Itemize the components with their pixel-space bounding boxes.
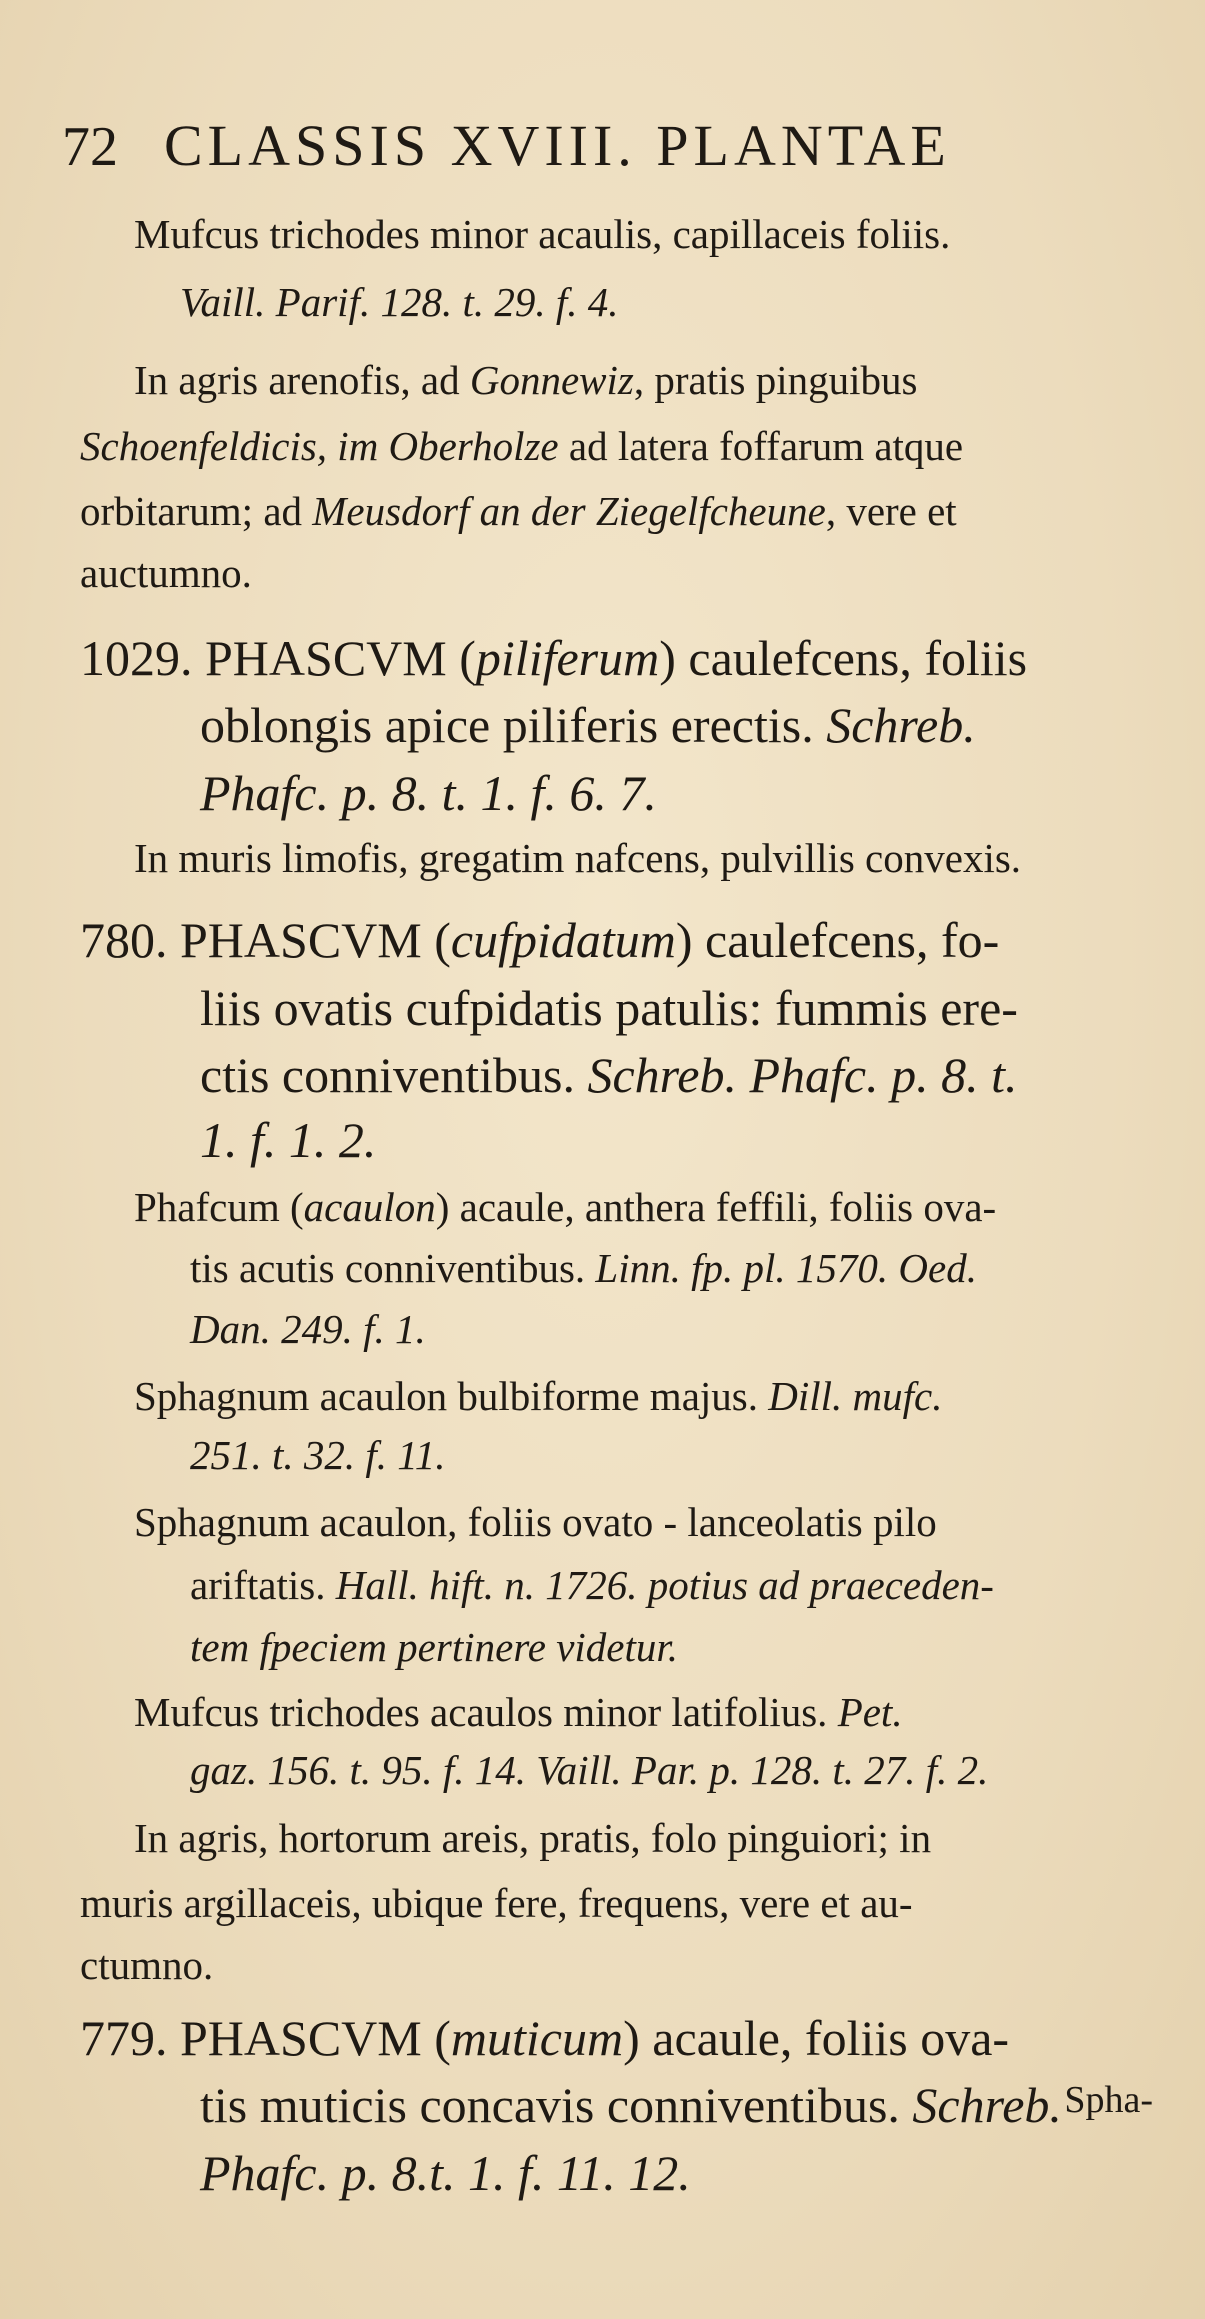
text-line: [180, 279, 619, 325]
text-segment: PHASCVM (: [180, 912, 451, 968]
text-line: [80, 2010, 1010, 2066]
text-line: [134, 1184, 997, 1230]
text-line: [200, 697, 976, 753]
text-line: [80, 912, 1000, 968]
text-line: [134, 1815, 932, 1861]
text-segment: ) caulefcens, fo-: [675, 912, 1000, 968]
italic-text: Meusdorf an der Ziegelfcheune: [312, 488, 826, 534]
header-title: CLASSIS XVIII. PLANTAE: [164, 113, 951, 178]
italic-text: cufpidatum: [450, 912, 676, 968]
text-line: [134, 1689, 903, 1735]
text-line: [200, 2077, 1062, 2133]
text-line: [80, 1942, 214, 1988]
text-segment: ad latera foffarum atque: [558, 423, 964, 469]
text-line: [80, 423, 964, 469]
italic-text: Dill. mufc.: [768, 1373, 943, 1419]
entry-number: 779.: [80, 2010, 180, 2066]
italic-text: tem fpeciem pertinere videtur.: [190, 1624, 679, 1670]
italic-text: 1. f. 1. 2.: [200, 1112, 377, 1168]
italic-text: piliferum: [475, 630, 660, 686]
italic-text: Dan. 249. f. 1.: [190, 1306, 426, 1352]
text-segment: liis ovatis cufpidatis patulis: fummis ere-: [200, 980, 1018, 1036]
text-line: [80, 550, 252, 596]
catchword: Spha-: [1064, 2079, 1153, 2121]
text-line: [80, 1880, 913, 1926]
text-line: [190, 1432, 446, 1478]
italic-text: Schreb.: [912, 2077, 1062, 2133]
italic-text: Gonnewiz: [469, 357, 634, 403]
italic-text: gaz. 156. t. 95. f. 14. Vaill. Par. p. 128. t. 27. f. 2.: [190, 1747, 989, 1793]
text-segment: PHASCVM (: [205, 630, 476, 686]
text-segment: tis muticis concavis conniventibus.: [200, 2077, 913, 2133]
italic-text: muticum: [450, 2010, 624, 2066]
text-segment: auctumno.: [80, 550, 252, 596]
text-line: [190, 1624, 679, 1670]
text-segment: ariftatis.: [190, 1562, 336, 1608]
italic-text: Pet.: [837, 1689, 903, 1735]
text-segment: In muris limofis, gregatim nafcens, pulvillis convexis.: [134, 835, 1022, 881]
text-segment: tis acutis conniventibus.: [190, 1245, 596, 1291]
text-segment: Phafcum (: [134, 1184, 304, 1230]
text-line: [134, 835, 1022, 881]
text-line: [200, 2145, 691, 2201]
text-line: [200, 1112, 377, 1168]
text-segment: ctumno.: [80, 1942, 214, 1988]
italic-text: 251. t. 32. f. 11.: [190, 1432, 446, 1478]
text-segment: ctis conniventibus.: [200, 1047, 588, 1103]
text-line: [134, 1373, 943, 1419]
text-line: [80, 630, 1028, 686]
text-segment: muris argillaceis, ubique fere, frequens, vere et au-: [80, 1880, 913, 1926]
text-line: [190, 1245, 977, 1291]
italic-text: Phafc. p. 8. t. 1. f. 6. 7.: [200, 765, 657, 821]
text-line: [200, 980, 1018, 1036]
text-line: [190, 1747, 989, 1793]
text-segment: Mufcus trichodes minor acaulis, capillaceis foliis.: [134, 211, 951, 257]
text-segment: orbitarum; ad: [80, 488, 313, 534]
italic-text: Schoenfeldicis, im Oberholze: [80, 423, 559, 469]
italic-text: Linn. fp. pl. 1570. Oed.: [595, 1245, 977, 1291]
text-line: [80, 488, 957, 534]
text-line: [134, 357, 918, 403]
text-line: [134, 211, 951, 257]
running-header: [62, 112, 951, 179]
italic-text: Schreb.: [826, 697, 976, 753]
text-segment: ) caulefcens, foliis: [659, 630, 1028, 686]
entry-number: 1029.: [80, 630, 205, 686]
text-line: [190, 1306, 426, 1352]
italic-text: Schreb. Phafc. p. 8. t.: [587, 1047, 1018, 1103]
italic-text: Vaill. Parif. 128. t. 29. f. 4.: [180, 279, 619, 325]
text-line: [134, 1499, 937, 1545]
text-segment: In agris arenofis, ad: [134, 357, 470, 403]
text-segment: ) acaule, foliis ova-: [623, 2010, 1010, 2066]
text-segment: In agris, hortorum areis, pratis, folo pinguiori; in: [134, 1815, 932, 1861]
italic-text: acaulon: [303, 1184, 436, 1230]
text-line: [190, 1562, 994, 1608]
text-segment: , pratis pinguibus: [633, 357, 918, 403]
text-line: [200, 765, 657, 821]
text-segment: oblongis apice piliferis erectis.: [200, 697, 827, 753]
entry-number: 780.: [80, 912, 180, 968]
italic-text: Hall. hift. n. 1726. potius ad praeceden-: [335, 1562, 994, 1608]
page-number: 72: [62, 116, 118, 178]
text-segment: PHASCVM (: [180, 2010, 451, 2066]
text-segment: , vere et: [825, 488, 957, 534]
text-segment: ) acaule, anthera feffili, foliis ova-: [435, 1184, 997, 1230]
text-segment: Mufcus trichodes acaulos minor latifolius.: [134, 1689, 838, 1735]
text-segment: Sphagnum acaulon bulbiforme majus.: [134, 1373, 769, 1419]
text-segment: Sphagnum acaulon, foliis ovato - lanceolatis pilo: [134, 1499, 937, 1545]
italic-text: Phafc. p. 8.t. 1. f. 11. 12.: [200, 2145, 691, 2201]
text-line: [200, 1047, 1018, 1103]
